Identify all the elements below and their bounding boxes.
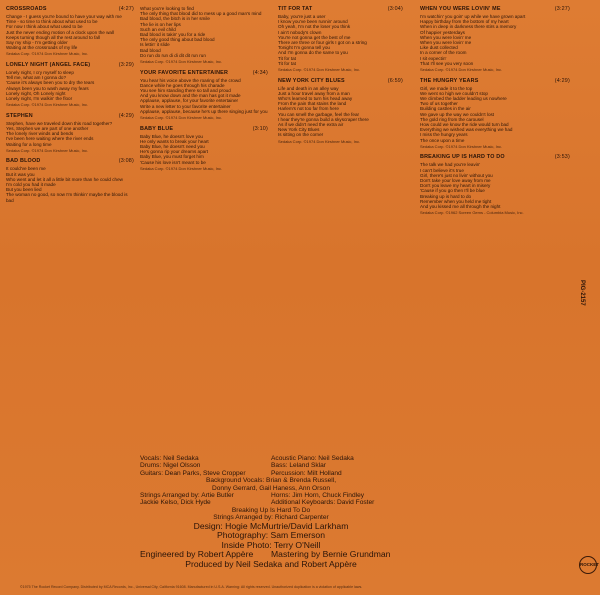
lyric-line: Time - so time to think about what used to be: [6, 19, 98, 25]
lyric-line: Lonely night, I cry myself to sleep: [6, 70, 74, 76]
song-duration: (4:27): [118, 6, 134, 12]
credits-row: [140, 492, 402, 499]
lyric-line: Always been you to wash away my fears: [6, 85, 89, 91]
lyric-line: What you're looking to find: [140, 6, 194, 11]
catalog-number: PIG-2157: [579, 280, 585, 306]
lyric-line: The once upon a time: [420, 137, 465, 143]
credit-piano: Acoustic Piano: Neil Sedaka: [271, 455, 354, 462]
lyric-line: Keeps turning though all the rest around to fall: [6, 34, 100, 40]
credit-bass: Bass: Leland Sklar: [271, 462, 326, 470]
lyric-line: For now I think about what used to be: [6, 24, 83, 30]
lyric-line: Building castles in the air: [420, 106, 471, 112]
lyric-line: Stephen, have we traveled down this road together?: [6, 120, 113, 126]
song-title-text: LONELY NIGHT (ANGEL FACE): [6, 62, 91, 69]
song-title-text: THE HUNGRY YEARS: [420, 77, 479, 84]
song-block: [6, 6, 134, 57]
lyric-line: Just the never ending motion of a clock upon the wall: [6, 29, 115, 35]
lyric-line: Baby Blue, you must forget him: [140, 154, 204, 160]
song-block: [420, 154, 570, 215]
lyric-line: It could've been me: [6, 166, 46, 172]
lyric-line: Oh yeah, I'm not the loser you think: [278, 24, 351, 30]
album-credits: [140, 455, 402, 570]
lyric-line: 'Cause it's always been you to dry the tears: [6, 80, 95, 86]
song-copyright: Sedaka Corp. ©1974 Don Kirshner Music, Inc.: [140, 115, 223, 121]
lyric-line: Baby, you're just a user: [278, 14, 326, 19]
credit-inside-photo: Inside Photo: Terry O'Neill: [221, 539, 321, 550]
song-block: [6, 62, 134, 108]
lyric-line: Don't you leave my heart in misery: [420, 183, 491, 189]
lyric-line: The only thing that blood did to mess up a good man's mind: [140, 11, 262, 17]
lyric-line: Applause, applause, for your favorite entertainer: [140, 98, 239, 104]
song-copyright: Sedaka Corp. ©1974 Don Kirshner Music, Inc.: [6, 147, 89, 153]
lyric-line: Applause, applause, because he's up there singing just for you: [140, 108, 268, 114]
lyric-line: The lie is on her lips: [140, 21, 181, 27]
credit-horns-2: Jackie Kelso, Dick Hyde: [140, 499, 211, 507]
lyric-line: Life and death in an alley way: [278, 85, 339, 91]
lyric-line: When you were lovin' me: [420, 40, 472, 46]
song-block: [6, 113, 134, 154]
lyric-line: Girl, we made it to the top: [420, 85, 473, 91]
credits-row: [140, 470, 402, 477]
lyric-line: Two of us together: [420, 101, 458, 107]
credit-drums: Drums: Nigel Olsson: [140, 462, 201, 470]
song-block: [140, 70, 268, 121]
column-1: [6, 6, 134, 208]
song-title: [6, 62, 134, 68]
song-duration: (3:53): [554, 154, 570, 161]
lyric-line: Harlem's not too far from here: [278, 106, 339, 112]
lyric-line: The talk we had you're leavin': [420, 162, 481, 168]
lyric-line: Is sitting on the corner: [278, 132, 324, 138]
lyric-line: You hear his voice above the roaring of the crowd: [140, 77, 241, 83]
lyric-line: Do run do run di di dit dit run run: [140, 52, 206, 58]
lyric-line: And you know down and the man has got it made: [140, 93, 241, 99]
credit-design: Design: Hogie McMurtrie/David Larkham: [193, 520, 349, 531]
lyric-line: I'm watchin' you goin' up while we have grown apart: [420, 14, 526, 19]
song-title: [6, 158, 134, 164]
lyric-line: Remember when you held me tight: [420, 198, 492, 204]
column-3: [278, 6, 403, 149]
lyric-line: Happy birthday from the bottom of my heart: [420, 19, 509, 25]
song-title: [420, 6, 570, 12]
credits-row: [140, 462, 402, 469]
song-title-text: YOUR FAVORITE ENTERTAINER: [140, 69, 229, 76]
song-block: [420, 6, 570, 73]
lyric-line: Is lettin' it slide: [140, 42, 170, 48]
record-label-logo: ROCKET: [579, 556, 597, 574]
lyric-line: Yes, Stephen we are part of one another: [6, 126, 89, 132]
lyric-line: Just a hour travel away from a man: [278, 90, 350, 96]
lyric-line: Bad blood, the bitch is in her smile: [140, 16, 210, 22]
lyric-line: Girl, there's just no livin' without you: [420, 172, 493, 178]
credit-keyboards: Additional Keyboards: David Foster: [271, 499, 375, 507]
credit-photography: Photography: Sam Emerson: [217, 530, 325, 541]
song-title-text: BAD BLOOD: [6, 158, 41, 165]
lyric-line: Who went and let it all a little bit more than he could chew: [6, 176, 123, 182]
song-duration: (3:10): [252, 125, 268, 132]
song-copyright: Sedaka Corp. ©1974 Don Kirshner Music, Inc.: [278, 138, 361, 144]
lyric-line: Waiting for a long time: [6, 141, 52, 147]
song-copyright: Sedaka Corp. ©1974 Don Kirshner Music, Inc.: [140, 165, 223, 171]
song-title: [6, 6, 134, 12]
song-title-text: WHEN YOU WERE LOVIN' ME: [420, 6, 501, 12]
song-duration: (3:08): [118, 158, 134, 165]
credit-producer: Produced by Neil Sedaka and Robert Appère: [185, 559, 357, 570]
credits-row: [140, 499, 402, 506]
lyric-line: Waiting at the crossroads of my life: [6, 45, 78, 51]
lyric-line: We gave up the way we couldn't lost: [420, 111, 495, 117]
lyric-line: When you were lovin' me: [420, 34, 472, 40]
song-duration: (4:29): [118, 112, 134, 119]
lyric-line: And I'm gonna do the same to you: [278, 50, 348, 56]
lyric-line: New York City Blues: [278, 127, 320, 133]
lyric-line: In a corner of the room: [420, 50, 467, 56]
lyric-line: There are three or four girls I got on a string: [278, 40, 367, 46]
lyric-line: And you kissed me all through the night: [420, 204, 501, 210]
lyric-line: He only wants to break your heart: [140, 138, 209, 144]
lyric-line: Tell me, what am I gonna do?: [6, 75, 67, 81]
lyric-line: We went so high we couldn't stop: [420, 90, 488, 96]
song-title: [420, 78, 570, 84]
song-duration: (3:29): [118, 62, 134, 69]
song-title: [140, 70, 268, 76]
lyric-line: Tit for tat: [278, 60, 296, 66]
lyric-line: Of happier yesterdays: [420, 29, 465, 35]
song-duration: (3:04): [387, 6, 403, 12]
song-duration: (6:59): [387, 77, 403, 84]
lyric-line: I ain't nobody's clown: [278, 29, 322, 35]
lyric-line: Breaking up is hard to do: [420, 193, 472, 199]
lyric-line: When in deep in darkness there stirs a memory: [420, 24, 517, 30]
lyric-line: Like dust collected: [420, 45, 458, 51]
lyric-line: But it was you: [6, 171, 35, 177]
song-title-text: NEW YORK CITY BLUES: [278, 77, 345, 84]
lyric-line: Bad blood is takin' you for a ride: [140, 32, 206, 38]
lyric-line: Change - I guess you're bound to have your way with me: [6, 14, 122, 19]
song-duration: (4:34): [252, 69, 268, 76]
lyric-line: Baby Blue, he doesn't need you: [140, 144, 205, 150]
credit-strings-carpenter: Strings Arranged by: Richard Carpenter: [213, 514, 329, 522]
song-copyright: Sedaka Corp. ©1974 Don Kirshner Music, Inc.: [278, 67, 361, 73]
credit-mastering: Mastering by Bernie Grundman: [271, 549, 391, 560]
lyric-line: Baby Blue, he doesn't love you: [140, 133, 203, 139]
song-block: [6, 158, 134, 202]
lyric-line: 'Cause his love isn't meant to be: [140, 159, 206, 165]
lyric-line: That I'll see you very soon: [420, 60, 474, 66]
song-block: [140, 6, 268, 65]
lyric-line: Don't take your love away from me: [420, 178, 491, 184]
song-copyright: Sedaka Corp. ©1974 Don Kirshner Music, Inc.: [6, 51, 89, 57]
song-title: [140, 126, 268, 132]
credit-vocals: Vocals: Neil Sedaka: [140, 455, 199, 462]
song-copyright: Sedaka Corp. ©1974 Don Kirshner Music, Inc.: [140, 59, 223, 65]
credit-breaking-up: Breaking Up Is Hard To Do: [231, 506, 311, 514]
lyric-line: Lonely night, Oh Lonely night: [6, 90, 66, 96]
lyric-line: How could we know the ride would turn bad: [420, 122, 509, 128]
lyric-line: Say my ship - I'm getting older: [6, 40, 68, 46]
song-copyright: Sedaka Corp. ©1962 Screen Gems - Columbia Music, Inc.: [420, 210, 524, 216]
credit-percussion: Percussion: Milt Holland: [271, 469, 342, 477]
lyric-line: Dance while he goes through his charade: [140, 82, 225, 88]
lyric-line: Who's learned to turn his head away: [278, 96, 353, 102]
lyric-line: Bad blood: [140, 47, 161, 53]
song-copyright: Sedaka Corp. ©1974 Don Kirshner Music, Inc.: [420, 67, 503, 73]
lyric-line: But you been lied: [6, 187, 42, 193]
lyric-line: Such an evil child: [140, 26, 176, 32]
lyric-line: I sit expectin': [420, 55, 447, 61]
song-title: [278, 6, 403, 12]
song-title-text: STEPHEN: [6, 112, 33, 119]
song-block: [278, 78, 403, 145]
song-title-text: BREAKING UP IS HARD TO DO: [420, 154, 505, 161]
song-block: [140, 126, 268, 172]
lyric-line: As if we didn't need the extra air: [278, 122, 344, 128]
copyright-footer: ©1975 The Rocket Record Company. Distributed by MCA Records, Inc., Universal City, California 91608. Manufactured in U.S.A. Warning: All rights reserved. Unauthorized duplication is a violation of applicable laws.: [20, 585, 363, 589]
credit-strings: Strings Arranged by: Artie Butler: [140, 492, 234, 500]
lyric-line: The gold ring from the carousel: [420, 116, 484, 122]
song-title: [420, 154, 570, 160]
song-title: [278, 78, 403, 84]
lyric-line: I miss the hungry years: [420, 132, 468, 138]
column-2: [140, 6, 268, 176]
lyric-line: I hear they're gonna build a skyscraper there: [278, 116, 369, 122]
lyric-line: You can smell the garbage, feel the fear: [278, 111, 360, 117]
song-duration: (3:27): [554, 6, 570, 12]
lyric-line: Tit for tat: [278, 55, 296, 61]
credit-engineer: Engineered by Robert Appère: [140, 549, 254, 560]
credit-horns: Horns: Jim Horn, Chuck Findley: [271, 492, 365, 500]
credits-row: [140, 455, 402, 462]
song-duration: (4:29): [554, 77, 570, 84]
credit-guitars: Guitars: Dean Parks, Steve Cropper: [140, 469, 246, 477]
lyric-line: We climbed the ladder leading us nowhere: [420, 96, 507, 102]
song-copyright: Sedaka Corp. ©1974 Don Kirshner Music, Inc.: [6, 102, 89, 108]
lyric-line: From the pain that stains the land: [278, 101, 347, 107]
lyric-line: I know you've been runnin' around: [278, 19, 348, 25]
lyric-line: Everything we wished was everything we had: [420, 127, 513, 133]
credit-background-vocals-2: Donny Gerrard, Gail Haness, Ann Orson: [211, 484, 330, 492]
song-title-text: TIT FOR TAT: [278, 6, 313, 12]
lyric-line: You see him standing there so tall and proud: [140, 88, 231, 94]
lyric-line: The only good thing about bad blood: [140, 37, 215, 43]
lyric-line: The woman no good, so now I'm thinkin' maybe the blood is bad: [6, 192, 128, 203]
lyric-line: He's gonna rip your dreams apart: [140, 149, 209, 155]
lyric-line: I can't believe it's true: [420, 167, 464, 173]
lyric-line: You're not gonna get the best of me: [278, 34, 351, 40]
lyric-line: 'Cause if you go then I'll be blue: [420, 188, 485, 194]
lyric-line: I've been here waiting where the river ends: [6, 136, 94, 142]
column-4: [420, 6, 570, 221]
lyric-line: Lonely night, I'm walkin' the floor: [6, 96, 73, 102]
song-title: [6, 113, 134, 119]
lyric-line: Tonight I'm gonna tell you: [278, 45, 330, 51]
lyric-line: The lonely river winds and bends: [6, 131, 74, 137]
lyric-line: Write a new letter to your favorite entertainer: [140, 103, 231, 109]
credit-background-vocals: Background Vocals: Brian & Brenda Russell,: [205, 477, 337, 485]
lyric-line: I'm cold you had it made: [6, 182, 56, 188]
song-title-text: BABY BLUE: [140, 125, 174, 132]
song-title-text: CROSSROADS: [6, 6, 47, 12]
song-block: [420, 78, 570, 150]
song-copyright: Sedaka Corp. ©1974 Don Kirshner Music, Inc.: [420, 143, 503, 149]
song-block: [278, 6, 403, 73]
